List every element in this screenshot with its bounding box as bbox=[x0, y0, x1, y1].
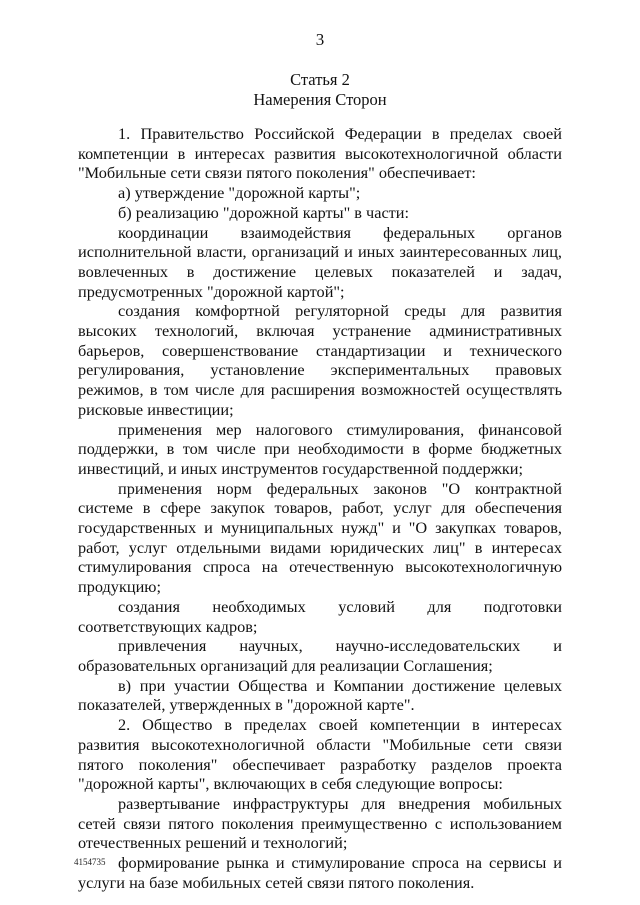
paragraph-item-b: б) реализацию "дорожной карты" в части: bbox=[118, 202, 410, 222]
page-number: 3 bbox=[315, 30, 325, 49]
paragraph-tax-incentives: применения мер налогового стимулирования, финансовой поддержки, в том числе при необходимости в форме бюджетных инвестиций, и иных инструментов государственной поддержки; bbox=[78, 419, 562, 478]
article-heading bbox=[0, 70, 640, 110]
document-body bbox=[78, 124, 562, 892]
paragraph-clause-2-intro: 2. Общество в пределах своей компетенции в интересах развития высокотехнологичной области "Мобильные сети связи пятого поколения" обеспечивает разработку разделов проекта "дорожной карты", включающих в себя следующие вопросы: bbox=[78, 715, 562, 794]
paragraph-scientific-organizations: привлечения научных, научно-исследовательских и образовательных организаций для реализации Соглашения; bbox=[78, 636, 562, 675]
paragraph-market-formation: формирование рынка и стимулирование спроса на сервисы и услуги на базе мобильных сетей связи пятого поколения. bbox=[78, 853, 562, 892]
paragraph-infrastructure: развертывание инфраструктуры для внедрения мобильных сетей связи пятого поколения преимущественно с использованием отечественных решений и технологий; bbox=[78, 793, 562, 853]
paragraph-federal-laws: применения норм федеральных законов "О контрактной системе в сфере закупок товаров, работ, услуг для обеспечения государственных и муниципальных нужд" и "О закупках товаров, работ, услуг отдельными видами юридических лиц" в интересах стимулирования спроса на отечественную высокотехнологичную продукцию; bbox=[78, 478, 562, 597]
document-code: 4154735 bbox=[74, 857, 106, 867]
paragraph-item-v: в) при участии Общества и Компании достижение целевых показателей, утвержденных в "дорожной карте". bbox=[78, 675, 562, 715]
article-title: Намерения Сторон bbox=[253, 90, 387, 109]
paragraph-item-a: а) утверждение "дорожной карты"; bbox=[118, 183, 361, 203]
article-label: Статья 2 bbox=[290, 70, 350, 89]
paragraph-personnel: создания необходимых условий для подготовки соответствующих кадров; bbox=[78, 596, 562, 636]
paragraph-coordination: координации взаимодействия федеральных органов исполнительной власти, организаций и иных заинтересованных лиц, вовлеченных в достижение целевых показателей и задач, предусмотренных "дорожной картой"; bbox=[78, 222, 562, 301]
paragraph-clause-1-intro: 1. Правительство Российской Федерации в пределах своей компетенции в интересах развития высокотехнологичной области "Мобильные сети связи пятого поколения" обеспечивает: bbox=[78, 124, 562, 183]
paragraph-regulatory-environment: создания комфортной регуляторной среды для развития высоких технологий, включая устранение административных барьеров, совершенствование стандартизации и технического регулирования, установление экспериментальных правовых режимов, в том числе для расширения возможностей осуществлять рисковые инвестиции; bbox=[78, 301, 562, 419]
